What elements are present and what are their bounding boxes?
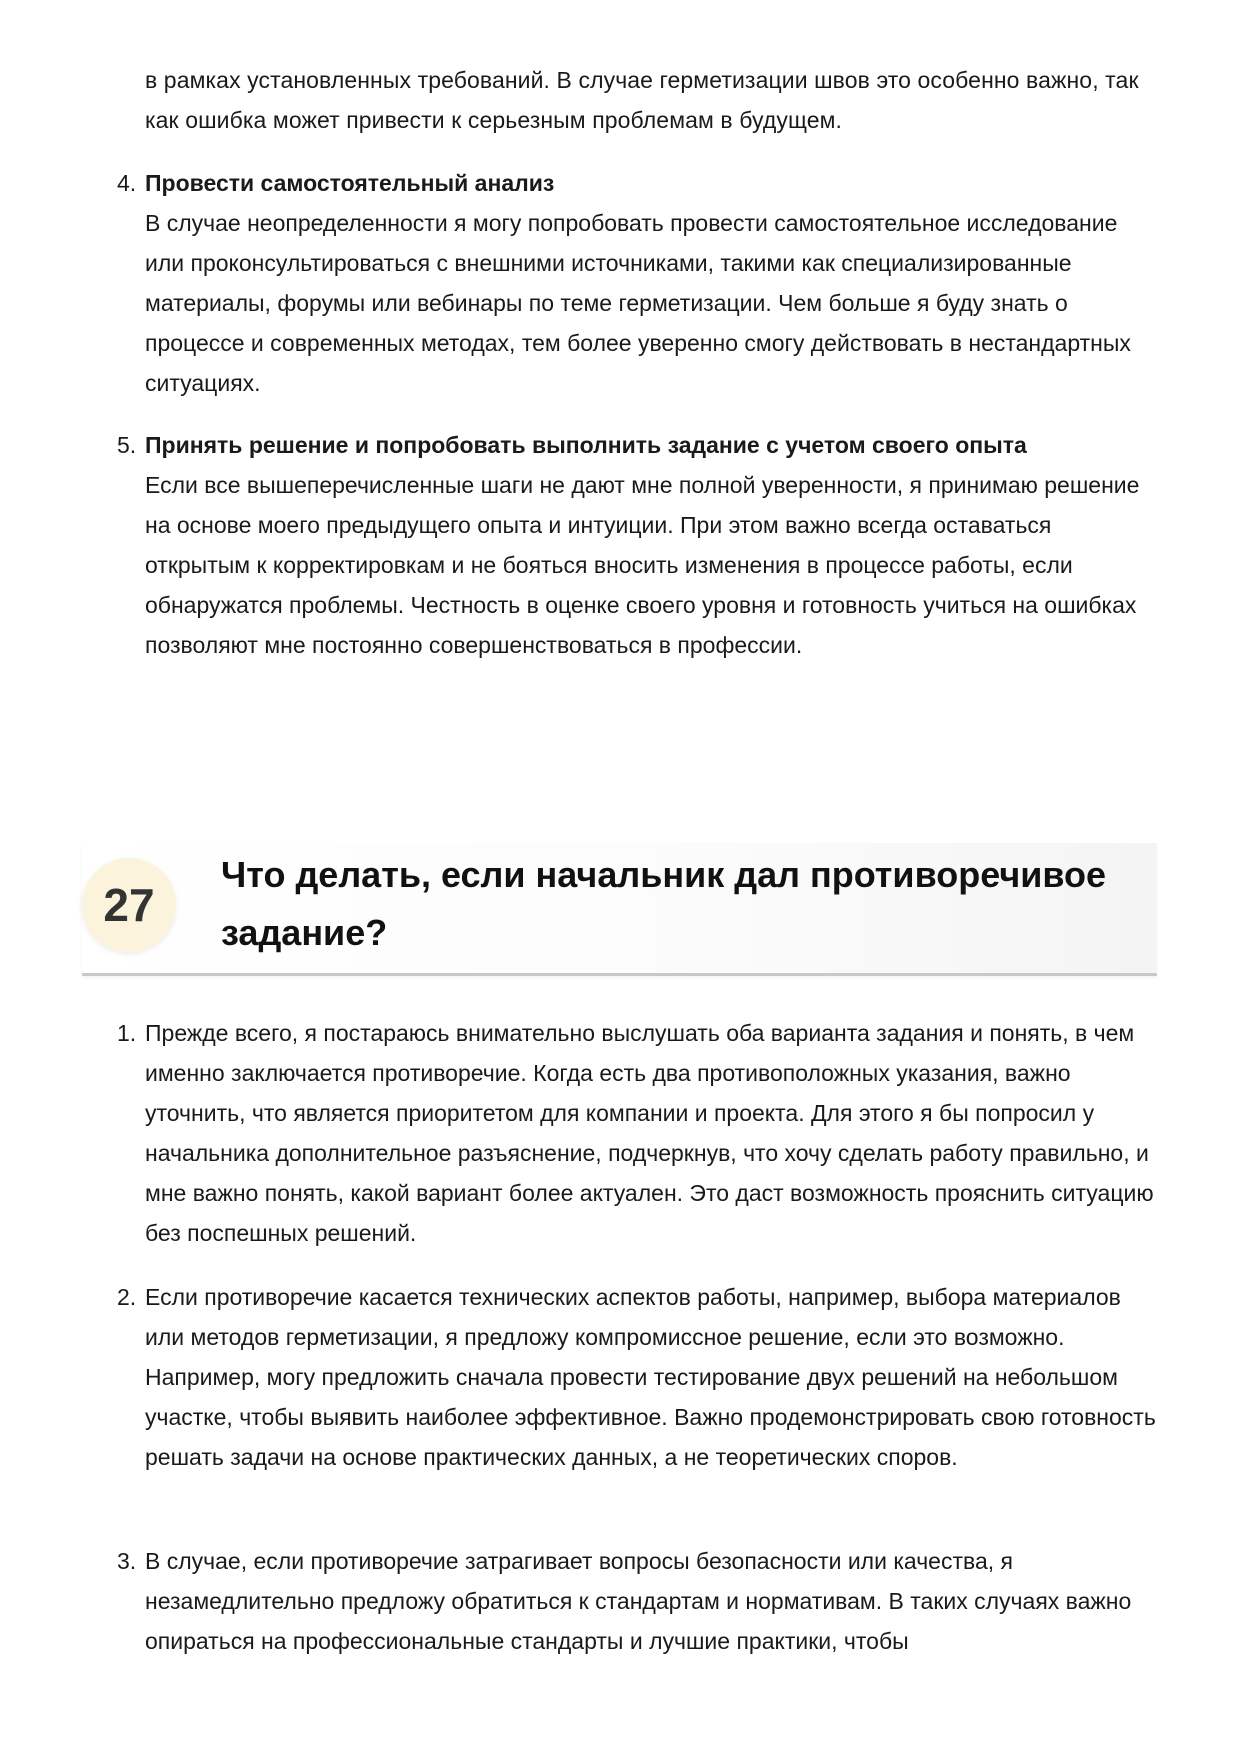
list-item-number: 4. [117,170,137,196]
list-item-number: 2. [117,1284,137,1310]
list-item-text: В случае, если противоречие затрагивает вопросы безопасности или качества, я незамедлительно предложу обратиться к стандартам и нормативам. В таких случаях важно опираться на профессиональные стандарты и лучшие практики, чтобы [145,1548,1132,1654]
list-item-number: 3. [117,1548,137,1574]
question-header [82,843,1157,976]
question-title: Что делать, если начальник дал противоречивое задание? [221,854,1107,953]
list-item-text: Если противоречие касается технических аспектов работы, например, выбора материалов или методов герметизации, я предложу компромиссное решение, если это возможно. Например, могу предложить сначала провести тестирование двух решений на небольшом участке, чтобы выявить наиболее эффективное. Важно продемонстрировать свою готовность решать задачи на основе практических данных, а не теоретических споров. [145,1284,1156,1470]
list-item-text: Если все вышеперечисленные шаги не дают мне полной уверенности, я принимаю решение на основе моего предыдущего опыта и интуиции. При этом важно всегда оставаться открытым к корректировкам и не бояться вносить изменения в процессе работы, если обнаружатся проблемы. Честность в оценке своего уровня и готовность учиться на ошибках позволяют мне постоянно совершенствоваться в профессии. [145,472,1140,658]
list-item-number: 5. [117,432,137,458]
list-item-body [145,163,1157,403]
question-number-badge: 27 [82,858,176,952]
list-item-text: В случае неопределенности я могу попробовать провести самостоятельное исследование или проконсультироваться с внешними источниками, такими как специализированные материалы, форумы или вебинары по теме герметизации. Чем больше я буду знать о процессе и современных методах, тем более уверенно смогу действовать в нестандартных ситуациях. [145,210,1131,396]
list-item-body [145,425,1157,665]
list-item-title: Принять решение и попробовать выполнить задание с учетом своего опыта [145,432,1027,458]
list-item-title: Провести самостоятельный анализ [145,170,555,196]
list-item-text: Прежде всего, я постараюсь внимательно выслушать оба варианта задания и понять, в чем именно заключается противоречие. Когда есть два противоположных указания, важно уточнить, что является приоритетом для компании и проекта. Для этого я бы попросил у начальника дополнительное разъяснение, подчеркнув, что хочу сделать работу правильно, и мне важно понять, какой вариант более актуален. Это даст возможность прояснить ситуацию без поспешных решений. [145,1020,1154,1246]
continuation-paragraph: в рамках установленных требований. В случае герметизации швов это особенно важно, так как ошибка может привести к серьезным проблемам в будущем. [145,67,1139,133]
list-item-number: 1. [117,1020,137,1046]
